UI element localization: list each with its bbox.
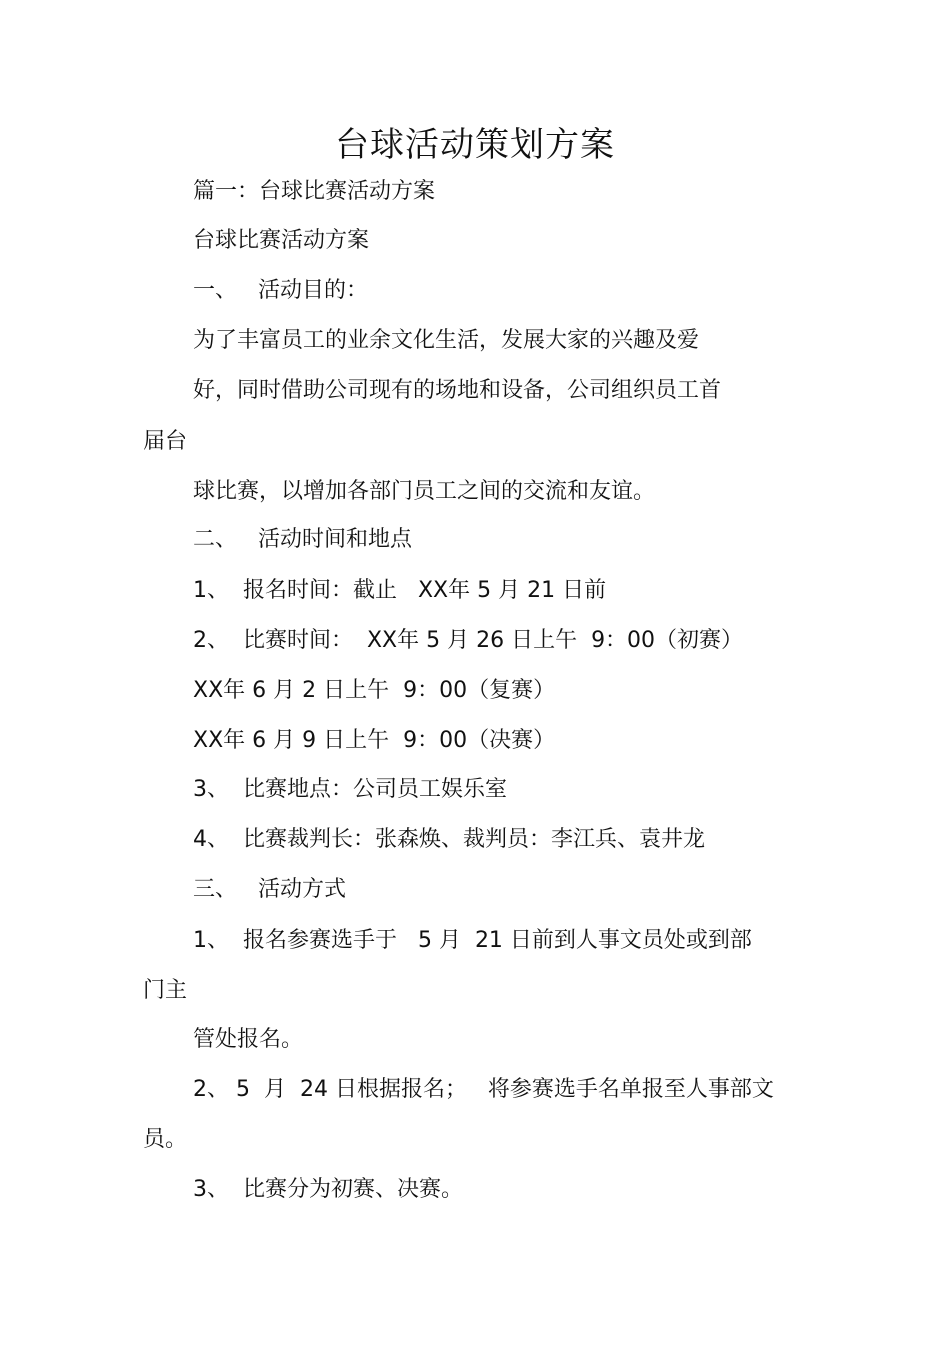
paragraph-line: 好，同时借助公司现有的场地和设备，公司组织员工首 bbox=[193, 378, 722, 403]
section-heading: 一、 活动目的： bbox=[193, 278, 368, 303]
list-item: 1、 报名参赛选手于 5 月 21 日前到人事文员处或到部 bbox=[193, 928, 752, 953]
paragraph-line: 届台 bbox=[143, 429, 188, 454]
list-item: 管处报名。 bbox=[193, 1027, 304, 1052]
section-heading: 篇一：台球比赛活动方案 bbox=[193, 179, 436, 204]
document-title: 台球活动策划方案 bbox=[335, 125, 615, 165]
paragraph-line: 为了丰富员工的业余文化生活，发展大家的兴趣及爱 bbox=[193, 328, 700, 353]
section-heading: 二、 活动时间和地点 bbox=[193, 527, 412, 552]
list-item: 3、 比赛分为初赛、决赛。 bbox=[193, 1177, 463, 1202]
list-item: XX年 6 月 9 日上午 9：00（决赛） bbox=[193, 728, 556, 753]
list-item: XX年 6 月 2 日上午 9：00（复赛） bbox=[193, 678, 556, 703]
list-item: 2、 5 月 24 日根据报名； 将参赛选手名单报至人事部文 bbox=[193, 1077, 774, 1102]
list-item: 员。 bbox=[143, 1127, 188, 1152]
subtitle: 台球比赛活动方案 bbox=[193, 228, 370, 253]
list-item: 2、 比赛时间： XX年 5 月 26 日上午 9：00（初赛） bbox=[193, 628, 744, 653]
section-heading: 三、 活动方式 bbox=[193, 877, 346, 902]
list-item: 4、 比赛裁判长：张森焕、裁判员：李江兵、袁井龙 bbox=[193, 827, 705, 852]
list-item: 3、 比赛地点：公司员工娱乐室 bbox=[193, 777, 507, 802]
list-item: 1、 报名时间：截止 XX年 5 月 21 日前 bbox=[193, 578, 607, 603]
paragraph-line: 球比赛，以增加各部门员工之间的交流和友谊。 bbox=[193, 479, 656, 504]
list-item: 门主 bbox=[143, 978, 188, 1003]
